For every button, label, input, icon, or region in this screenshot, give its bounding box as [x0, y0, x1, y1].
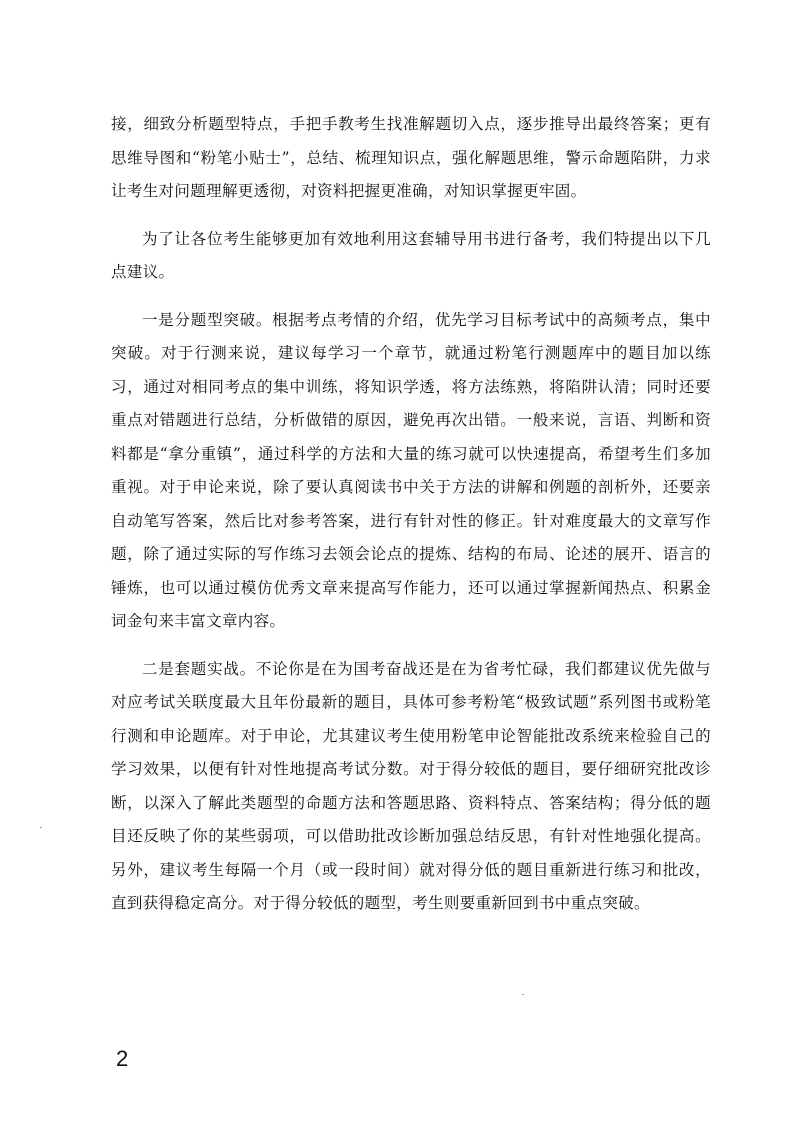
- scan-speck: [522, 994, 524, 995]
- paragraph-mock-practice: 二是套题实战。不论你是在为国考奋战还是在为省考忙碌，我们都建议优先做与对应考试关联度最大且年份最新的题目，具体可参考粉笔“极致试题”系列图书或粉笔行测和申论题库。对于申论，尤其建议考生使用粉笔申论智能批改系统来检验自己的学习效果，以便有针对性地提高考试分数。对于得分较低的题目，要仔细研究批改诊断，以深入了解此类题型的命题方法和答题思路、资料特点、答案结构；得分低的题目还反映了你的某些弱项，可以借助批改诊断加强总结反思，有针对性地强化提高。另外，建议考生每隔一个月（或一段时间）就对得分低的题目重新进行练习和批改，直到获得稳定高分。对于得分较低的题型，考生则要重新回到书中重点突破。: [111, 659, 711, 912]
- body-text: [111, 108, 711, 935]
- paragraph-suggestions-intro: 为了让各位考生能够更加有效地利用这套辅导用书进行备考，我们特提出以下几点建议。: [111, 229, 711, 281]
- paragraph-topic-breakthrough: 一是分题型突破。根据考点考情的介绍，优先学习目标考试中的高频考点，集中突破。对于行测来说，建议每学习一个章节，就通过粉笔行测题库中的题目加以练习，通过对相同考点的集中训练，将知识学透，将方法练熟，将陷阱认清；同时还要重点对错题进行总结，分析做错的原因，避免再次出错。一般来说，言语、判断和资料都是“拿分重镇”，通过科学的方法和大量的练习就可以快速提高，希望考生们多加重视。对于申论来说，除了要认真阅读书中关于方法的讲解和例题的剖析外，还要亲自动笔写答案，然后比对参考答案，进行有针对性的修正。针对难度最大的文章写作题，除了通过实际的写作练习去领会论点的提炼、结构的布局、论述的展开、语言的锤炼，也可以通过模仿优秀文章来提高写作能力，还可以通过掌握新闻热点、积累金词金句来丰富文章内容。: [111, 310, 711, 630]
- scan-speck: [40, 827, 42, 828]
- page-number: 2: [116, 1046, 129, 1071]
- paragraph-continuation: 接，细致分析题型特点，手把手教考生找准解题切入点，逐步推导出最终答案；更有思维导图和“粉笔小贴士”，总结、梳理知识点，强化解题思维，警示命题陷阱，力求让考生对问题理解更透彻，对资料把握更准确，对知识掌握更牢固。: [111, 115, 711, 200]
